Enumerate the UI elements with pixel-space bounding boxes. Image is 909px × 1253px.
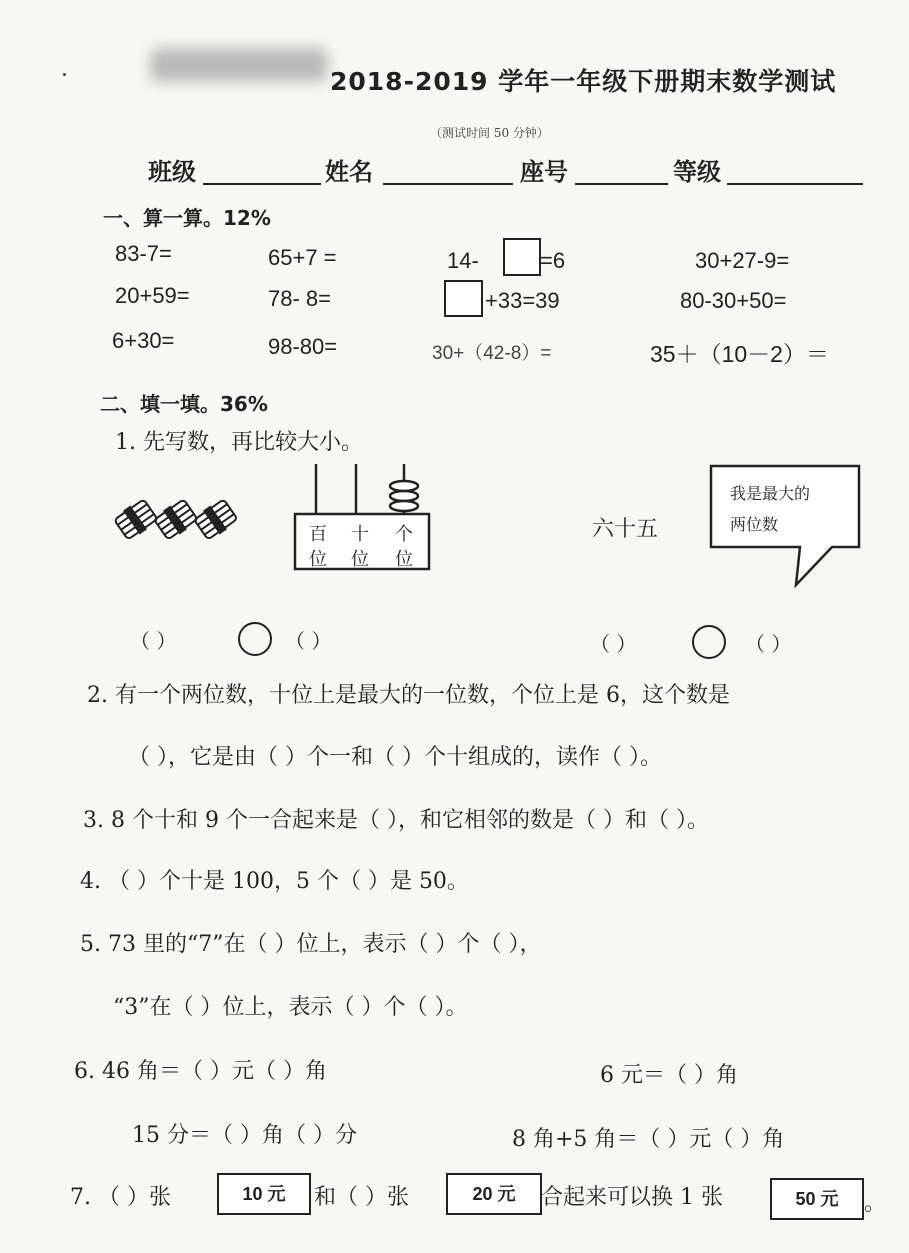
field-grade-label: 等级 — [673, 158, 721, 186]
compare-circle[interactable] — [692, 625, 726, 659]
question-6c: 15 分＝（ ）角（ ）分 — [132, 1123, 357, 1148]
question-7-part: 合起来可以换 1 张 — [541, 1185, 723, 1210]
calc-item: 35＋（10－2）＝ — [650, 341, 829, 367]
question-1: 1. 先写数，再比较大小。 — [115, 430, 363, 455]
answer-box[interactable] — [444, 280, 483, 317]
calc-item: 78- 8= — [268, 286, 331, 311]
calc-item: 65+7 = — [268, 245, 337, 270]
question-6b: 6 元＝（ ）角 — [600, 1063, 738, 1088]
calc-item: 83-7= — [115, 241, 172, 266]
question-2: 2. 有一个两位数，十位上是最大的一位数，个位上是 6，这个数是 — [87, 683, 730, 708]
answer-blank[interactable]: （ ） — [590, 632, 637, 656]
section-2-title: 二、填一填。36% — [100, 392, 268, 416]
question-7: 7. （ ）张 — [70, 1185, 171, 1210]
field-name-line[interactable] — [383, 183, 513, 185]
question-7-end: 。 — [864, 1191, 887, 1216]
question-4: 4. （ ）个十是 100，5 个（ ）是 50。 — [80, 869, 469, 894]
calc-item: 98-80= — [268, 334, 338, 359]
abacus-label: 位 — [309, 549, 327, 570]
calc-item: =6 — [540, 248, 566, 273]
field-name-label: 姓名 — [325, 158, 373, 186]
word-number: 六十五 — [592, 517, 659, 542]
field-seat-label: 座号 — [520, 158, 568, 186]
blurred-school-name — [150, 48, 328, 82]
abacus-label: 位 — [351, 549, 369, 570]
page-title: 2018-2019 学年一年级下册期末数学测试 — [330, 67, 837, 96]
abacus-label: 位 — [395, 549, 413, 570]
section-1-title: 一、算一算。12% — [103, 206, 271, 230]
calc-item: 6+30= — [112, 328, 175, 353]
abacus-label: 十 — [351, 524, 369, 545]
question-7-part: 和（ ）张 — [314, 1185, 409, 1210]
abacus-label: 百 — [309, 524, 327, 545]
calc-item: 30+（42-8）= — [432, 343, 552, 364]
note-20-yuan: 20 元 — [446, 1173, 542, 1215]
compare-circle[interactable] — [238, 622, 272, 656]
abacus-label: 个 — [395, 524, 413, 545]
field-seat-line[interactable] — [575, 183, 668, 185]
field-class-label: 班级 — [148, 158, 196, 186]
speech-text: 两位数 — [730, 515, 779, 534]
answer-blank[interactable]: （ ） — [285, 629, 332, 653]
speck — [63, 73, 66, 76]
stick-bundles-image — [113, 490, 243, 550]
question-5: 5. 73 里的“7”在（ ）位上，表示（ ）个（ ）， — [80, 932, 542, 957]
field-class-line[interactable] — [203, 183, 321, 185]
calc-item: 14- — [447, 248, 479, 273]
question-6a: 6. 46 角＝（ ）元（ ）角 — [74, 1059, 327, 1084]
calc-item: 20+59= — [115, 283, 190, 308]
calc-item: 30+27-9= — [695, 248, 790, 273]
note-10-yuan: 10 元 — [217, 1173, 311, 1215]
calc-item: 80-30+50= — [680, 288, 787, 313]
speech-text: 我是最大的 — [730, 484, 811, 503]
answer-blank[interactable]: （ ） — [130, 629, 177, 653]
answer-blank[interactable]: （ ） — [745, 632, 792, 656]
question-2-cont: （ ），它是由（ ）个一和（ ）个十组成的，读作（ ）。 — [128, 745, 662, 770]
question-3: 3. 8 个十和 9 个一合起来是（ ），和它相邻的数是（ ）和（ ）。 — [83, 808, 709, 833]
test-duration: （测试时间 50 分钟） — [430, 126, 549, 140]
field-grade-line[interactable] — [727, 183, 863, 185]
question-6d: 8 角+5 角＝（ ）元（ ）角 — [512, 1127, 785, 1152]
note-50-yuan: 50 元 — [770, 1178, 864, 1220]
question-5-cont: “3”在（ ）位上，表示（ ）个（ ）。 — [113, 995, 468, 1020]
calc-item: +33=39 — [485, 288, 560, 313]
answer-box[interactable] — [503, 238, 541, 276]
